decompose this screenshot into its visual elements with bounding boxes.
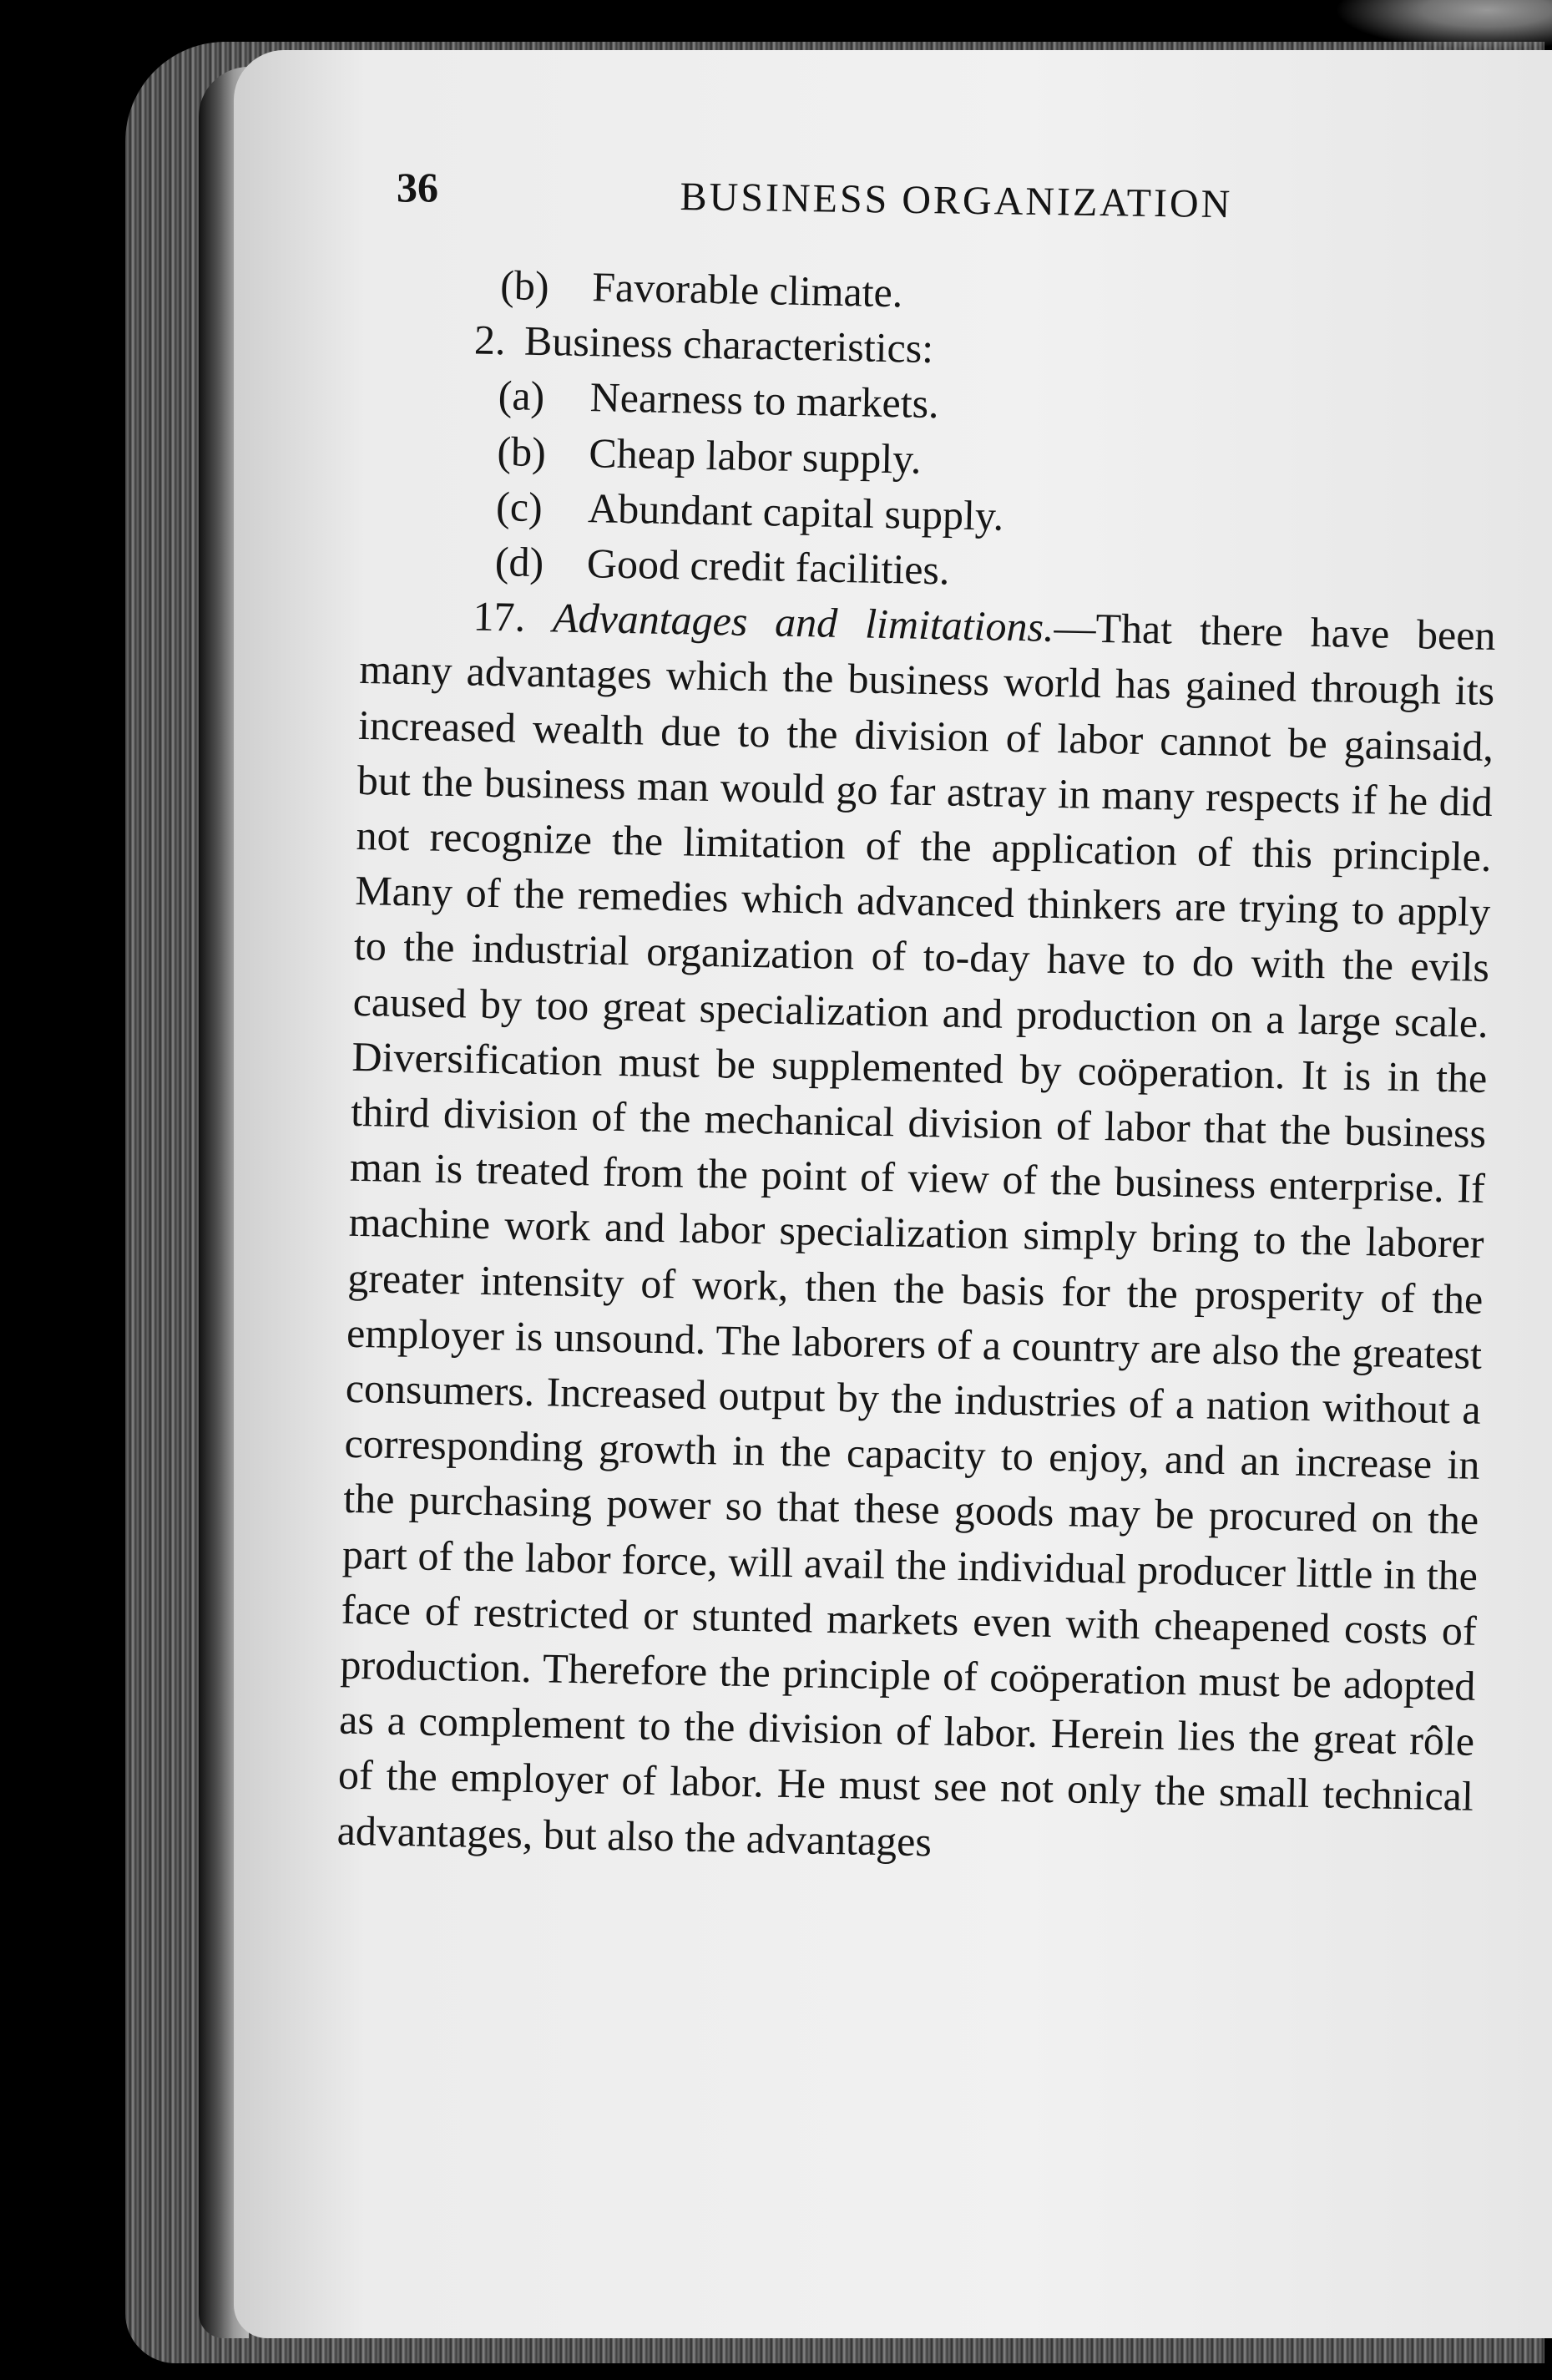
section-paragraph (336, 586, 1496, 1879)
scan-artifact (1335, 0, 1552, 50)
section-number: 17. (473, 592, 526, 641)
outline-item-text: Nearness to markets. (589, 373, 940, 428)
outline-item-label: 2. (473, 316, 507, 364)
outline-item-text: Cheap labor supply. (588, 428, 923, 483)
page-number: 36 (397, 164, 438, 210)
outline-item-label: (c) (495, 482, 543, 530)
running-head: BUSINESS ORGANIZATION (680, 174, 1233, 227)
outline-item-label: (d) (494, 538, 544, 586)
outline-item-text: Abundant capital supply. (587, 484, 1004, 539)
outline-item-label: (a) (498, 372, 545, 420)
outline-item-label: (b) (496, 427, 547, 475)
section-title: Advantages and limitations. (552, 594, 1055, 651)
outline-item-label: (b) (499, 261, 550, 310)
outline-item-text: Favorable climate. (591, 263, 903, 316)
section-body: —That there have been many advantages which the business world has gained through its increased wealth due to the division of labor cannot be gainsaid, but the business man would go far astray in many respects if he did not recognize the limitation of the application of this principle. Many of the remedies which advanced thinkers are trying to apply to the industrial organization of to-day have to do with the evils caused by too great specialization and production on a large scale. Diversification must be supplemented by coöperation. It is in the third division of the mechanical division of labor that the business man is treated from the point of view of the business enterprise. If machine work and labor specialization simply bring to the laborer greater intensity of work, then the basis for the prosperity of the employer is unsound. The laborers of a country are also the greatest consumers. Increased output by the industries of a nation without a corresponding growth in the capacity to enjoy, and an increase in the purchasing power so that these goods may be procured on the part of the labor force, will avail the individual producer little in the face of restricted or stunted markets even with cheapened costs of production. Therefore the principle of coöperation must be adopted as a complement to the division of labor. Herein lies the great rôle of the employer of labor. He must see not only the small technical advantages, but also the advantages (336, 604, 1497, 1866)
outline-item-text: Business characteristics: (523, 316, 934, 372)
outline-item-text: Good credit facilities. (586, 539, 950, 594)
page-text (336, 255, 1503, 1880)
